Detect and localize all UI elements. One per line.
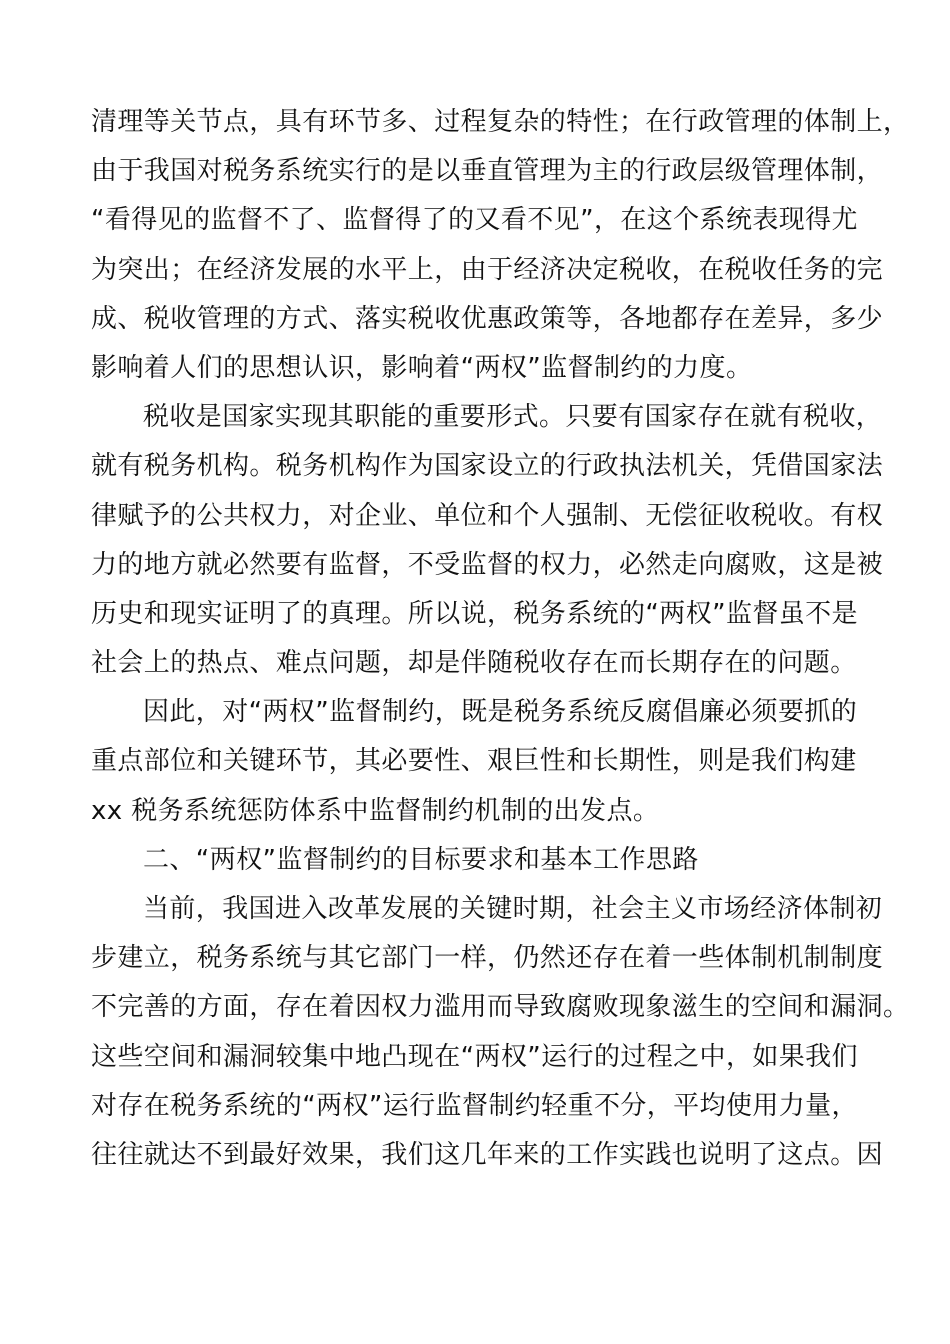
- text-line: 社会上的热点、难点问题，却是伴随税收存在而长期存在的问题。: [91, 648, 857, 679]
- text-line: 就有税务机构。税务机构作为国家设立的行政执法机关，凭借国家法: [91, 451, 884, 482]
- text-line: 由于我国对税务系统实行的是以垂直管理为主的行政层级管理体制，: [91, 156, 884, 187]
- text-line: 往往就达不到最好效果，我们这几年来的工作实践也说明了这点。因: [91, 1139, 884, 1170]
- text-line: 律赋予的公共权力，对企业、单位和个人强制、无偿征收税收。有权: [91, 500, 884, 531]
- text-line: 因此，对“两权”监督制约，既是税务系统反腐倡廉必须要抓的: [143, 697, 858, 728]
- text-line: 影响着人们的思想认识，影响着“两权”监督制约的力度。: [91, 352, 753, 383]
- text-line: 二、“两权”监督制约的目标要求和基本工作思路: [143, 844, 699, 875]
- text-line: 对存在税务系统的“两权”运行监督制约轻重不分，平均使用力量，: [91, 1090, 858, 1121]
- text-line: 历史和现实证明了的真理。所以说，税务系统的“两权”监督虽不是: [91, 598, 858, 629]
- text-line: 这些空间和漏洞较集中地凸现在“两权”运行的过程之中，如果我们: [91, 1041, 858, 1072]
- text-line: 当前，我国进入改革发展的关键时期，社会主义市场经济体制初: [143, 894, 883, 924]
- text-line: 重点部位和关键环节，其必要性、艰巨性和长期性，则是我们构建: [91, 746, 857, 777]
- text-line: xx 税务系统惩防体系中监督制约机制的出发点。: [91, 795, 660, 826]
- text-line: 步建立，税务系统与其它部门一样，仍然还存在着一些体制机制制度: [91, 943, 884, 974]
- text-line: 清理等关节点，具有环节多、过程复杂的特性；在行政管理的体制上，: [91, 107, 910, 137]
- text-line: 力的地方就必然要有监督，不受监督的权力，必然走向腐败，这是被: [91, 549, 884, 580]
- text-line: “看得见的监督不了、监督得了的又看不见”，在这个系统表现得尤: [91, 205, 858, 236]
- document-body-text: [91, 98, 910, 1180]
- text-line: 税收是国家实现其职能的重要形式。只要有国家存在就有税收，: [143, 402, 883, 433]
- text-line: 不完善的方面，存在着因权力滥用而导致腐败现象滋生的空间和漏洞。: [91, 992, 910, 1023]
- text-line: 成、税收管理的方式、落实税收优惠政策等，各地都存在差异，多少: [91, 303, 884, 334]
- text-line: 为突出；在经济发展的水平上，由于经济决定税收，在税收任务的完: [91, 254, 884, 285]
